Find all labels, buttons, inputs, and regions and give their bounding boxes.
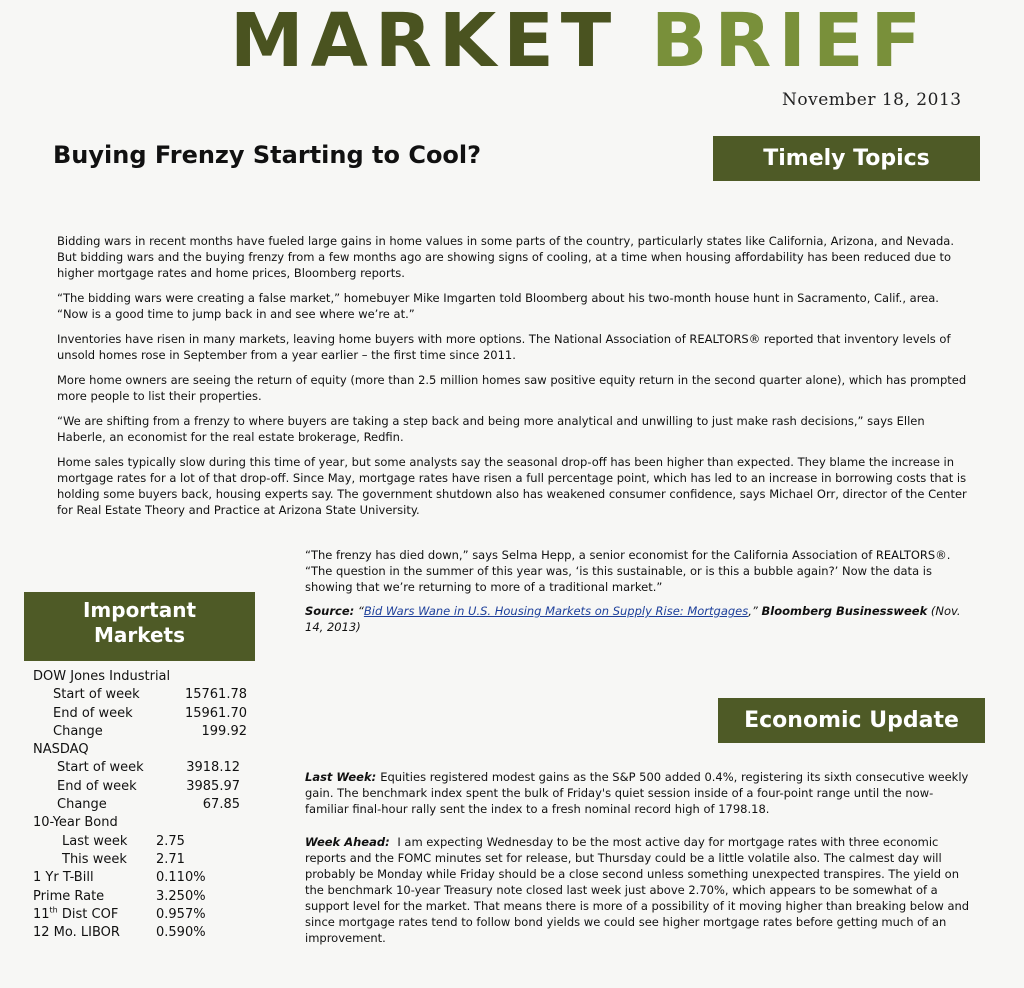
cof-label-rest: Dist COF xyxy=(57,906,119,922)
article-paragraph: Home sales typically slow during this time of year, but some analysts say the seasonal drop-off has been higher than expected. They blame the increase in mortgage rates for a lot of that drop-off. Since May, mortgage rates have risen a full percentage point, which has led to an increase in borrowing costs that is holding some buyers back, housing experts say. The government shutdown also has weakened consumer confidence, says Michael Orr, director of the Center for Real Estate Theory and Practice at Arizona State University. xyxy=(57,455,967,517)
dow-end-label: End of week xyxy=(53,705,133,721)
article-continuation xyxy=(305,547,970,643)
cof-value: 0.957% xyxy=(156,906,206,922)
economic-update-body xyxy=(305,769,970,963)
cof-label xyxy=(33,906,118,924)
last-week-paragraph xyxy=(305,769,970,817)
source-date: (Nov. 14, 2013) xyxy=(305,604,961,634)
cof-label-number: 11 xyxy=(33,906,50,922)
important-markets-line2: Markets xyxy=(93,623,186,647)
nasdaq-title: NASDAQ xyxy=(33,742,89,758)
important-markets-line1: Important xyxy=(82,598,197,622)
source-close-quote: ,” xyxy=(748,604,762,618)
source-label: Source: xyxy=(305,604,355,618)
article-headline: Buying Frenzy Starting to Cool? xyxy=(53,141,482,169)
article-paragraph: “We are shifting from a frenzy to where buyers are taking a step back and being more analytical and unwilling to just make rash decisions,” says Ellen Haberle, an economist for the real estate brokerage, Redfin. xyxy=(57,414,925,444)
prime-label: Prime Rate xyxy=(33,888,105,904)
nasdaq-end-label: End of week xyxy=(57,778,137,794)
dow-change-value: 199.92 xyxy=(201,723,247,739)
masthead-word-brief: BRIEF xyxy=(651,0,929,84)
important-markets-banner xyxy=(24,592,255,661)
prime-value: 3.250% xyxy=(156,888,206,904)
week-ahead-text: I am expecting Wednesday to be the most active day for mortgage rates with three economic reports and the FOMC minutes set for release, but Thursday could be a little volatile also. The calmest day will probably be Monday while Friday should be a close second unless something unexpected transpires. The yield on the benchmark 10-year Treasury note closed last week just above 2.70%, which appears to be somewhat of a support level for the market. That means there is more of a possibility of it moving higher than breaking below and since mortgage rates tend to follow bond yields we could see higher mortgage rates before getting much of an improvement. xyxy=(305,835,970,945)
economic-update-banner: Economic Update xyxy=(718,698,985,743)
article-paragraph: Inventories have risen in many markets, leaving home buyers with more options. The National Association of REALTORS® reported that inventory levels of unsold homes rose in September from a year earlier – the first time since 2011. xyxy=(57,332,951,362)
article-paragraph: “The bidding wars were creating a false market,” homebuyer Mike Imgarten told Bloomberg about his two-month house hunt in Sacramento, Calif., area. “Now is a good time to jump back in and see where we’re at.” xyxy=(57,291,939,321)
dow-end-value: 15961.70 xyxy=(184,705,247,721)
nasdaq-change-value: 67.85 xyxy=(202,797,240,813)
dow-title: DOW Jones Industrial xyxy=(33,669,171,684)
bond-title: 10-Year Bond xyxy=(33,815,118,831)
nasdaq-change-label: Change xyxy=(57,797,107,813)
timely-topics-banner: Timely Topics xyxy=(713,136,980,181)
last-week-label: Last Week: xyxy=(305,770,377,784)
article-paragraph: More home owners are seeing the return of equity (more than 2.5 million homes saw positive equity return in the second quarter alone), which has prompted more people to list their properties. xyxy=(57,373,967,403)
bond-this-value: 2.71 xyxy=(156,851,185,867)
quote-paragraph: “The frenzy has died down,” says Selma Hepp, a senior economist for the California Association of REALTORS®. “The question in the summer of this year was, ‘is this sustainable, or is this a bubble again?’ Now the data is showing that we’re returning to more of a traditional market.” xyxy=(305,548,951,594)
nasdaq-start-value: 3918.12 xyxy=(186,760,240,776)
nasdaq-start-label: Start of week xyxy=(57,760,144,776)
issue-date: November 18, 2013 xyxy=(782,90,962,110)
tbill-value: 0.110% xyxy=(156,870,206,886)
week-ahead-paragraph xyxy=(305,834,970,946)
libor-value: 0.590% xyxy=(156,925,206,941)
dow-start-label: Start of week xyxy=(53,687,140,703)
bond-last-label: Last week xyxy=(62,833,128,849)
article-body xyxy=(57,233,967,527)
libor-label: 12 Mo. LIBOR xyxy=(33,925,120,941)
dow-start-value: 15761.78 xyxy=(184,687,247,703)
tbill-label: 1 Yr T-Bill xyxy=(33,870,94,886)
last-week-text: Equities registered modest gains as the S&P 500 added 0.4%, registering its sixth consecutive weekly gain. The benchmark index spent the bulk of Friday's quiet session inside of a four-point range until the now-familiar final-hour rally sent the index to a fresh nominal record high of 1798.18. xyxy=(305,770,969,816)
week-ahead-label: Week Ahead: xyxy=(305,835,390,849)
masthead-word-market: MARKET xyxy=(230,0,619,84)
cof-label-superscript: th xyxy=(49,905,58,915)
article-paragraph: Bidding wars in recent months have fueled large gains in home values in some parts of the country, particularly states like California, Arizona, and Nevada. But bidding wars and the buying frenzy from a few months ago are showing signs of cooling, at a time when housing affordability has been reduced due to higher mortgage rates and home prices, Bloomberg reports. xyxy=(57,234,955,280)
source-open-quote: “ xyxy=(354,604,364,618)
nasdaq-end-value: 3985.97 xyxy=(186,778,240,794)
bond-last-value: 2.75 xyxy=(156,833,185,849)
source-publication: Bloomberg Businessweek xyxy=(761,604,928,618)
masthead-title xyxy=(230,0,929,84)
source-article-link[interactable]: Bid Wars Wane in U.S. Housing Markets on Supply Rise: Mortgages xyxy=(363,604,749,618)
source-citation xyxy=(305,603,970,635)
dow-change-label: Change xyxy=(53,723,103,739)
bond-this-label: This week xyxy=(62,851,127,867)
